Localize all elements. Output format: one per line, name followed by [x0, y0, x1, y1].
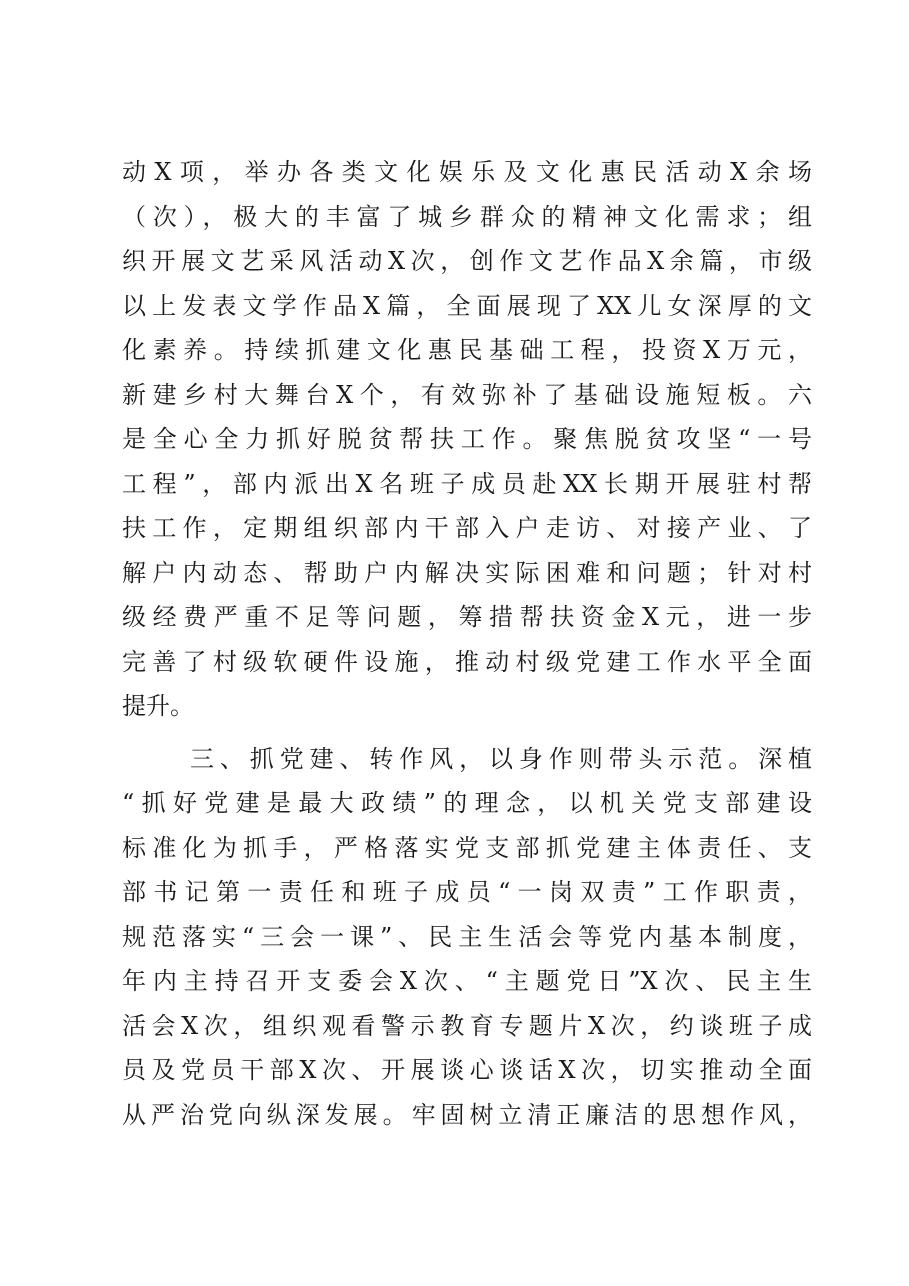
text-line: 从严治党向纵深发展。牢固树立清正廉洁的思想作风， [122, 1100, 812, 1129]
text-line: 动X项，举办各类文化娱乐及文化惠民活动X余场 [122, 158, 812, 186]
text-line: 部书记第一责任和班子成员“一岗双责”工作职责， [122, 878, 812, 906]
text-line: （次），极大的丰富了城乡群众的精神文化需求；组 [122, 202, 812, 231]
text-line: 规范落实“三会一课”、民主生活会等党内基本制度， [122, 922, 812, 951]
text-line: 活会X次，组织观看警示教育专题片X次，约谈班子成 [122, 1011, 812, 1040]
text-line: 织开展文艺采风活动X次，创作文艺作品X余篇，市级 [122, 247, 812, 275]
text-line: 新建乡村大舞台X个，有效弥补了基础设施短板。六 [122, 380, 812, 409]
body-text [122, 150, 812, 1137]
text-line: 标准化为抓手，严格落实党支部抓党建主体责任、支 [122, 833, 812, 862]
text-line: 是全心全力抓好脱贫帮扶工作。聚焦脱贫攻坚“一号 [122, 425, 812, 453]
paragraph-2 [122, 737, 812, 1138]
text-line: 解户内动态、帮助户内解决实际困难和问题；针对村 [122, 558, 812, 587]
text-line: 扶工作，定期组织部内干部入户走访、对接产业、了 [122, 514, 812, 542]
paragraph-1 [122, 150, 812, 729]
text-line: 级经费严重不足等问题，筹措帮扶资金X元，进一步 [122, 603, 812, 631]
text-line: 完善了村级软硬件设施，推动村级党建工作水平全面 [122, 647, 812, 676]
text-line: 工程”，部内派出X名班子成员赴XX长期开展驻村帮 [122, 469, 812, 498]
text-line: 以上发表文学作品X篇，全面展现了XX儿女深厚的文 [122, 291, 812, 320]
text-line: “抓好党建是最大政绩”的理念，以机关党支部建设 [122, 789, 812, 817]
text-line: 提升。 [122, 692, 194, 720]
text-line: 员及党员干部X次、开展谈心谈话X次，切实推动全面 [122, 1056, 812, 1084]
paragraph-gap [122, 729, 812, 737]
text-line: 三、抓党建、转作风，以身作则带头示范。深植 [190, 744, 812, 773]
text-line: 化素养。持续抓建文化惠民基础工程，投资X万元， [122, 336, 812, 364]
text-line: 年内主持召开支委会X次、“主题党日”X次、民主生 [122, 967, 812, 995]
